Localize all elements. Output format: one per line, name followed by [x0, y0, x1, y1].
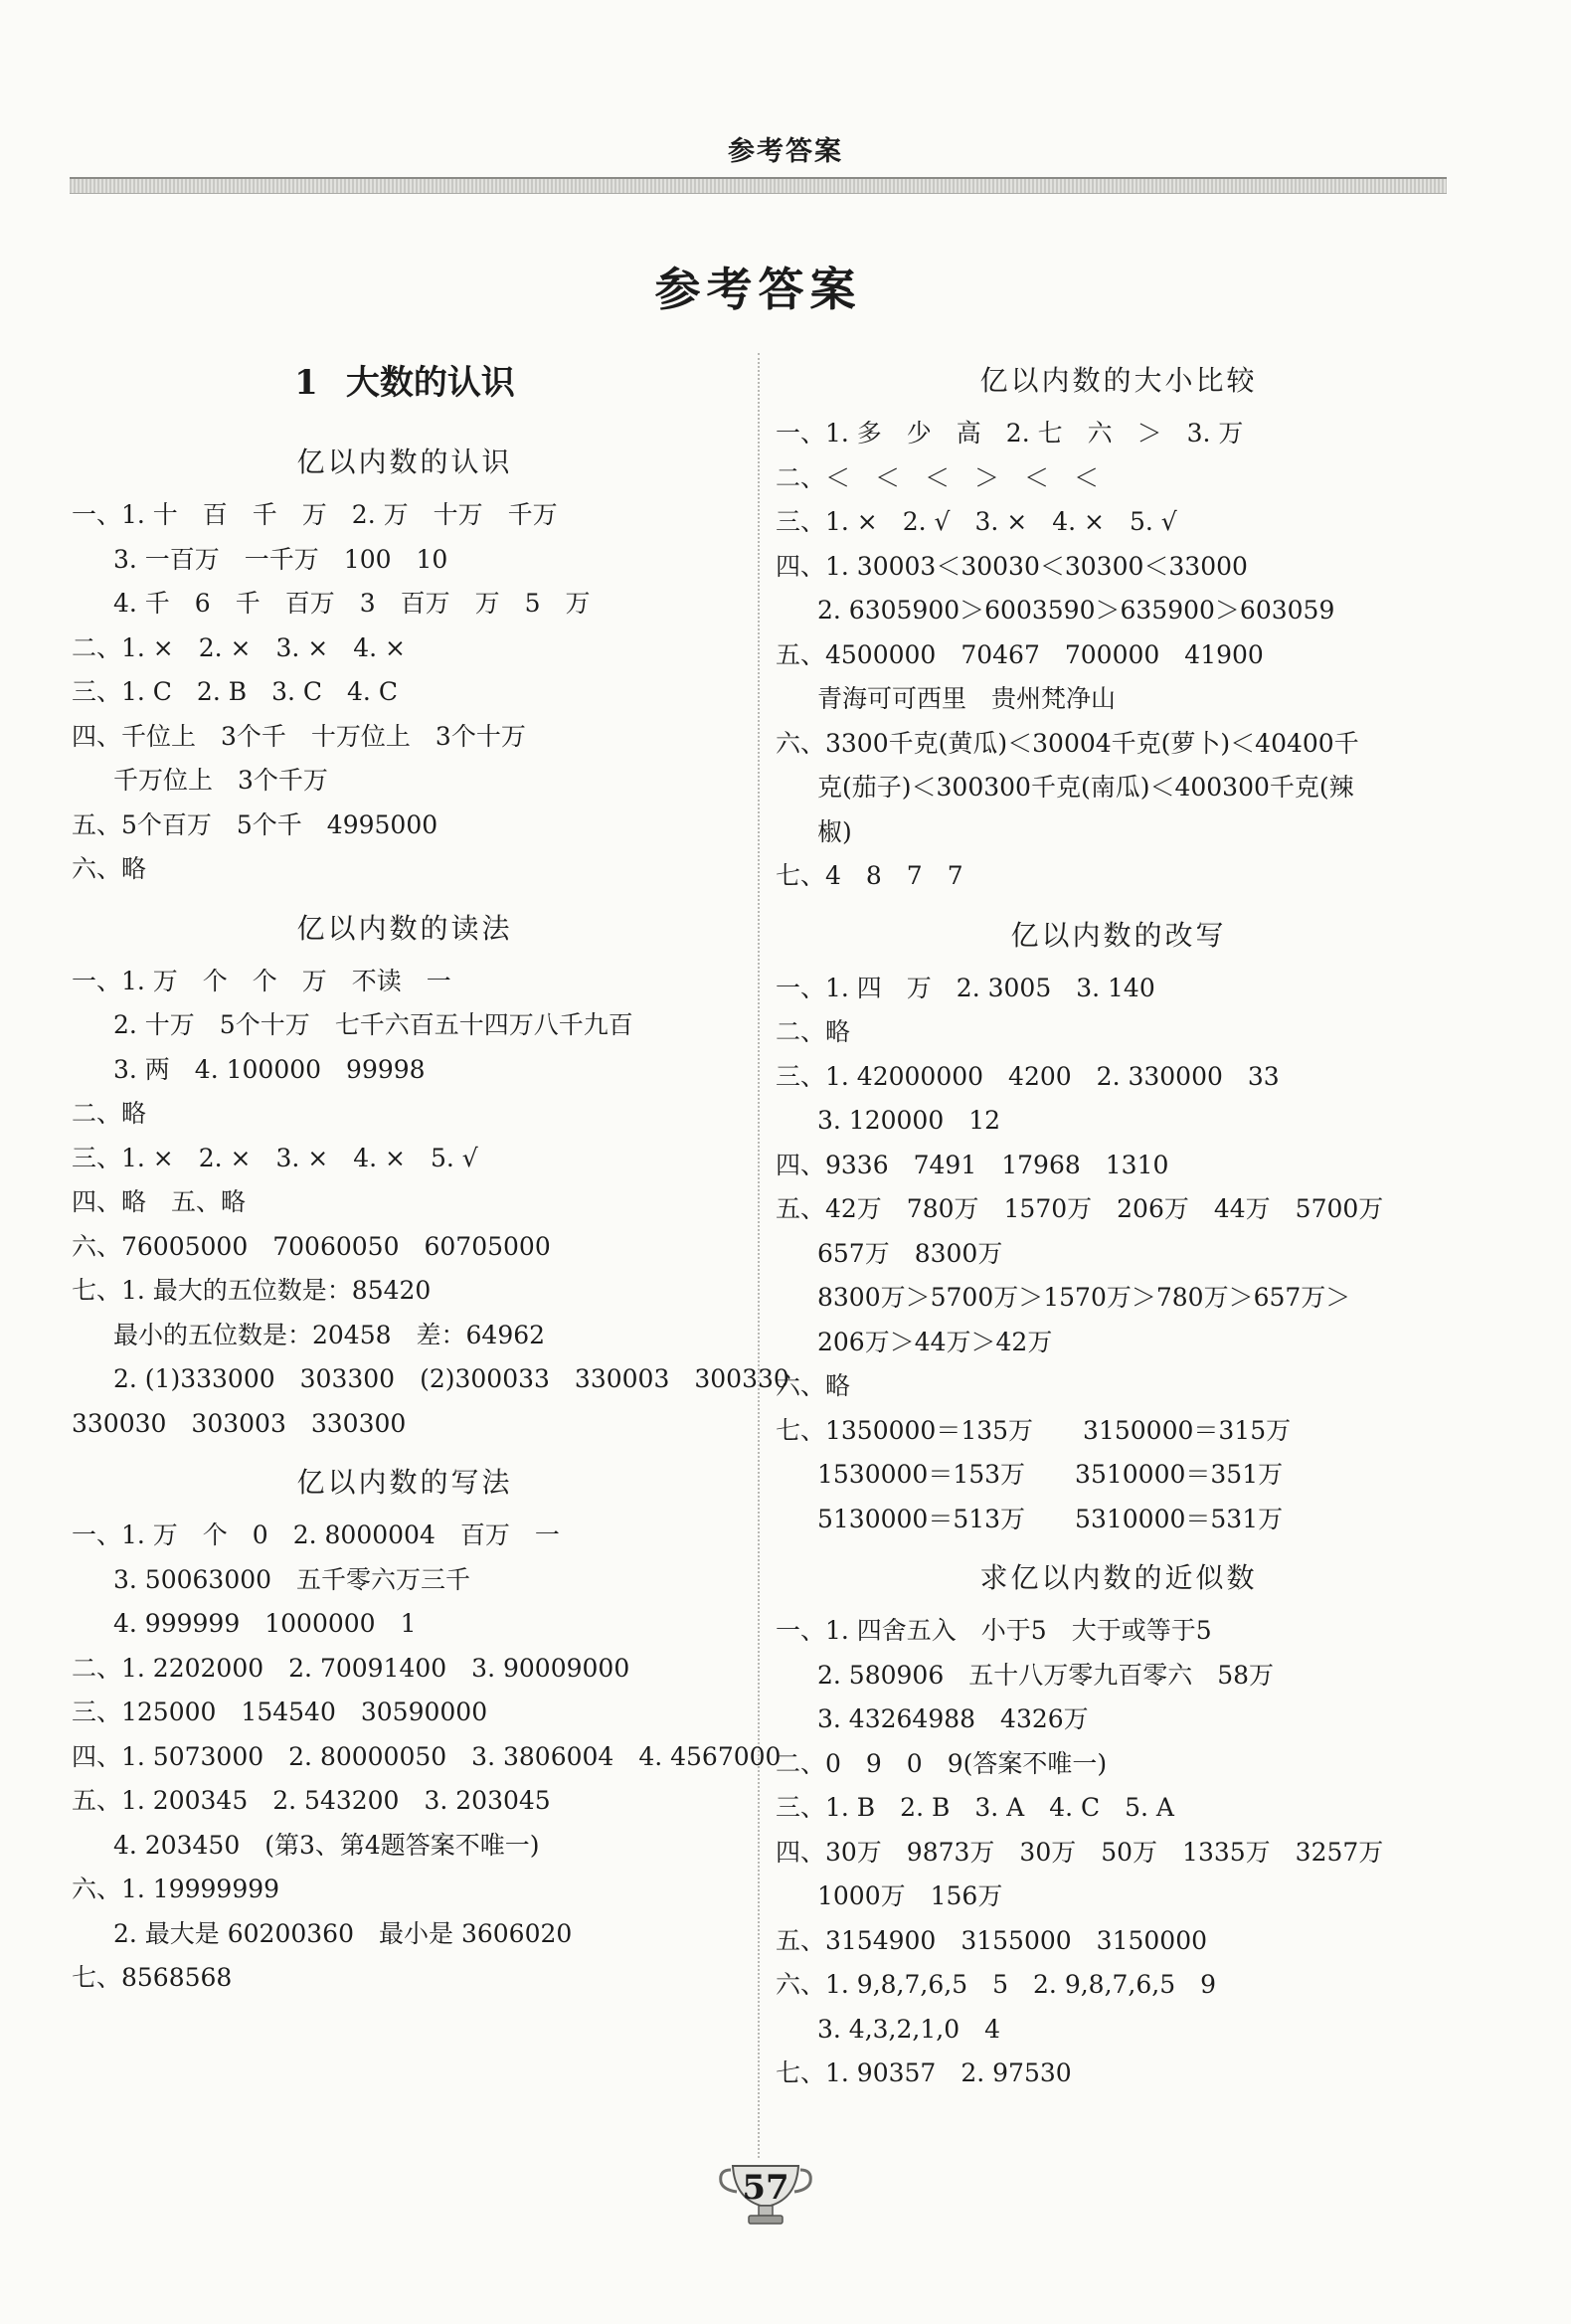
answer-line: 3. 一百万 一千万 100 10 — [113, 544, 448, 574]
answer-line: 5130000＝513万 5310000＝531万 — [817, 1504, 1284, 1533]
answer-line: 2. 最大是 60200360 最小是 3606020 — [113, 1918, 573, 1948]
answer-line: 2. 十万 5个十万 七千六百五十四万八千九百 — [113, 1010, 633, 1039]
answer-line: 六、1. 9,8,7,6,5 5 2. 9,8,7,6,5 9 — [776, 1970, 1217, 1999]
answer-section — [72, 904, 789, 1447]
answer-line: 二、1. × 2. × 3. × 4. × — [72, 632, 406, 662]
answer-line: 六、略 — [776, 1371, 851, 1400]
answer-line: 2. 6305900＞6003590＞635900＞603059 — [817, 596, 1335, 625]
page-number-badge — [711, 2158, 820, 2228]
answer-line: 三、1. B 2. B 3. A 4. C 5. A — [776, 1793, 1174, 1822]
answer-line: 七、4 8 7 7 — [776, 861, 963, 890]
answer-line: 六、76005000 70060050 60705000 — [72, 1231, 551, 1261]
answer-section — [72, 1458, 782, 2001]
answer-line: 五、42万 780万 1570万 206万 44万 5700万 — [776, 1194, 1384, 1223]
answer-line: 330030 303003 330300 — [72, 1408, 407, 1438]
answer-line: 六、3300千克(黄瓜)＜30004千克(萝卜)＜40400千 — [776, 728, 1359, 758]
answer-line: 3. 43264988 4326万 — [817, 1704, 1089, 1733]
answer-section — [776, 911, 1462, 1542]
answer-line: 一、1. 四舍五入 小于5 大于或等于5 — [776, 1616, 1212, 1645]
answer-line: 四、9336 7491 17968 1310 — [776, 1150, 1169, 1179]
answer-line: 青海可可西里 贵州梵净山 — [817, 684, 1117, 713]
answer-line: 七、1350000＝135万 3150000＝315万 — [776, 1415, 1292, 1445]
answer-line: 六、略 — [72, 854, 147, 883]
answer-line: 七、1. 90357 2. 97530 — [776, 2058, 1072, 2087]
answer-line: 五、1. 200345 2. 543200 3. 203045 — [72, 1786, 551, 1815]
answer-line: 二、1. 2202000 2. 70091400 3. 90009000 — [72, 1653, 630, 1683]
answer-line: 二、略 — [72, 1099, 147, 1128]
section-title: 亿以内数的大小比较 — [979, 364, 1258, 397]
page-number: 57 — [742, 2168, 789, 2208]
answer-line: 1530000＝153万 3510000＝351万 — [817, 1460, 1284, 1489]
answer-line: 四、千位上 3个千 十万位上 3个十万 — [72, 721, 526, 751]
answer-line: 4. 999999 1000000 1 — [113, 1609, 417, 1638]
answer-line: 8300万＞5700万＞1570万＞780万＞657万＞ — [817, 1283, 1351, 1312]
answer-section — [776, 1553, 1462, 2096]
answer-line: 一、1. 万 个 0 2. 8000004 百万 一 — [72, 1520, 560, 1549]
section-title: 亿以内数的写法 — [296, 1466, 513, 1499]
answer-line: 三、1. × 2. √ 3. × 4. × 5. √ — [776, 507, 1177, 536]
answer-line: 最小的五位数是：20458 差：64962 — [113, 1320, 546, 1349]
answer-line: 一、1. 万 个 个 万 不读 一 — [72, 966, 451, 995]
answer-section — [776, 356, 1462, 899]
answer-line: 2. (1)333000 303300 (2)300033 330003 300330 — [113, 1364, 789, 1393]
answer-line: 六、1. 19999999 — [72, 1875, 280, 1903]
running-header-title: 参考答案 — [728, 136, 843, 167]
answer-line: 一、1. 多 少 高 2. 七 六 ＞ 3. 万 — [776, 419, 1244, 447]
left-column — [72, 356, 789, 2001]
answer-line: 五、5个百万 5个千 4995000 — [72, 809, 438, 839]
section-title: 亿以内数的改写 — [1010, 918, 1227, 952]
answer-line: 四、略 五、略 — [72, 1187, 247, 1216]
section-title: 亿以内数的读法 — [296, 911, 513, 945]
answer-line: 3. 120000 12 — [817, 1106, 1001, 1135]
answer-section — [72, 438, 738, 892]
section-title: 亿以内数的认识 — [296, 446, 513, 478]
page-title: 参考答案 — [654, 263, 862, 316]
answer-line: 二、＜ ＜ ＜ ＞ ＜ ＜ — [776, 462, 1100, 492]
section-title: 求亿以内数的近似数 — [979, 1561, 1258, 1594]
answer-line: 椒) — [817, 816, 852, 846]
answer-line: 四、1. 5073000 2. 80000050 3. 3806004 4. 4567000 — [72, 1741, 782, 1771]
header-rule-divider — [70, 177, 1447, 194]
answer-line: 1000万 156万 — [817, 1881, 1003, 1910]
answer-line: 3. 两 4. 100000 99998 — [113, 1054, 426, 1084]
column-divider — [758, 353, 760, 2158]
answer-line: 三、1. × 2. × 3. × 4. × 5. √ — [72, 1143, 478, 1172]
chapter-heading — [72, 358, 738, 408]
answer-line: 克(茄子)＜300300千克(南瓜)＜400300千克(辣 — [817, 773, 1354, 802]
answer-line: 四、1. 30003＜30030＜30300＜33000 — [776, 551, 1248, 581]
answer-line: 一、1. 四 万 2. 3005 3. 140 — [776, 973, 1155, 1002]
answer-line: 4. 千 6 千 百万 3 百万 万 5 万 — [113, 589, 591, 618]
answer-line: 4. 203450 (第3、第4题答案不唯一) — [113, 1830, 540, 1860]
answer-line: 3. 50063000 五千零六万三千 — [113, 1564, 471, 1594]
answer-line: 五、4500000 70467 700000 41900 — [776, 639, 1264, 669]
answer-line: 七、8568568 — [72, 1963, 233, 1992]
answer-line: 2. 580906 五十八万零九百零六 58万 — [817, 1660, 1275, 1690]
answer-line: 四、30万 9873万 30万 50万 1335万 3257万 — [776, 1837, 1384, 1867]
answer-line: 二、0 9 0 9(答案不唯一) — [776, 1748, 1108, 1778]
left-sections — [72, 438, 789, 2001]
answer-line: 二、略 — [776, 1017, 851, 1046]
answer-line: 一、1. 十 百 千 万 2. 万 十万 千万 — [72, 500, 558, 529]
answer-line: 206万＞44万＞42万 — [817, 1327, 1053, 1356]
right-column — [776, 356, 1462, 2096]
answer-line: 五、3154900 3155000 3150000 — [776, 1925, 1208, 1955]
answer-line: 七、1. 最大的五位数是：85420 — [72, 1276, 432, 1305]
answer-line: 3. 4,3,2,1,0 4 — [817, 2014, 1001, 2044]
answer-line: 三、1. C 2. B 3. C 4. C — [72, 677, 398, 706]
answer-line: 三、1. 42000000 4200 2. 330000 33 — [776, 1061, 1280, 1091]
answer-line: 657万 8300万 — [817, 1238, 1003, 1268]
answer-line: 三、125000 154540 30590000 — [72, 1698, 488, 1726]
right-sections — [776, 356, 1462, 2096]
chapter-number: 1 — [294, 363, 318, 403]
chapter-title: 大数的认识 — [345, 363, 515, 403]
answer-line: 千万位上 3个千万 — [113, 766, 328, 795]
